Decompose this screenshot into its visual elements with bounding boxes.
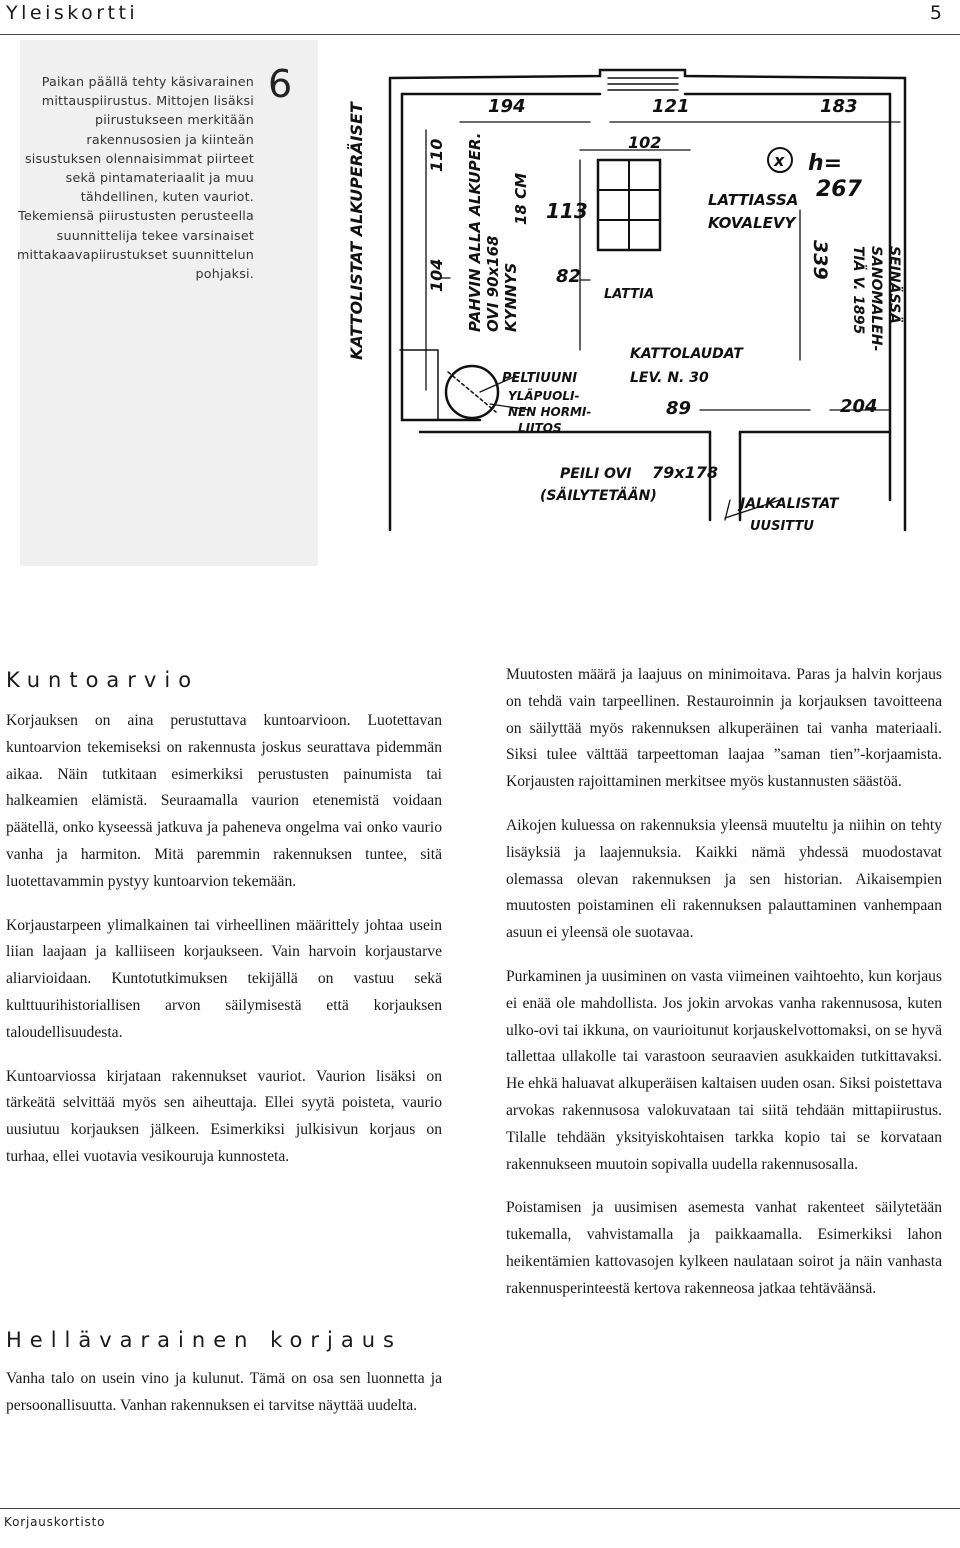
label-kattolaudat-2: LEV. N. 30 [630,370,709,386]
label-seinassa-3: TIÄ V. 1895 [850,246,866,335]
label-lattia: LATTIA [604,287,655,302]
label-102: 102 [628,133,662,152]
page-number: 5 [929,2,942,24]
top-window-lines [608,78,678,90]
header-title: Yleiskortti [6,2,139,24]
label-peili-1: PEILI OVI [560,466,632,482]
paragraph: Aikojen kuluessa on rakennuksia yleensä muuteltu ja niihin on tehty lisäyksiä ja laajennuksia. Kaikki nämä yhdessä muodostavat olemassa olevan rakennuksen ja sen historian. Aikaisempien muutosten poistaminen eli rakennuksen palauttaminen vanhempaan asuun ei yleensä ole suotavaa. [506,816,942,942]
top-wall-outer [390,70,905,78]
label-183: 183 [820,96,858,117]
right-column [506,662,942,1320]
figure-caption: Paikan päällä tehty käsivarainen mittauspiirustus. Mittojen lisäksi piirustukseen merkitään rakennusosien ja kiinteän sisustuksen olennaisimmat piirteet sekä pintamateriaalit ja muu tähdellinen, kuten vauriot. Tekemiensä piirustusten perusteella suunnittelija tekee varsinaiset mittakaavapiirustukset suunnittelun pohjaksi. [17,74,254,282]
label-113: 113 [546,199,588,223]
label-121: 121 [652,96,690,117]
footer-divider [0,1508,960,1509]
paragraph: Korjauksen on aina perustuttava kuntoarvioon. Luotettavan kuntoarvion tekemiseksi on rakennusta joskus seurattava pidemmän aikaa. Näin tutkitaan esimerkiksi perustusten painumista tai halkeamien elämistä. Seuraamalla vaurion etenemistä voidaan päätellä, onko kyseessä jatkuva ja paheneva ongelma vai onko vaurio vanha ja harmiton. Mitä paremmin rakennuksen tuntee, sitä luotettavammin pystyy kuntoarvion tekemään. [6,712,442,890]
measurement-drawing [330,60,930,555]
paragraph: Purkaminen ja uusiminen on vasta viimeinen vaihtoehto, kun korjaus ei enää ole mahdollista. Jos jokin arvokas vanha rakennusosa, kuten ulko-ovi tai ikkuna, on vaurioitunut korjauskelvottomaksi, on se hyvä tallettaa ullakolle tai varastoon seuraavien asukkaiden tutkittavaksi. He ehkä haluavat alkuperäisen kaltaisen uuden osan. Siksi poistettava arvokas rakennusosa valokuvataan tai siitä tehdään mittapiirustus. Tilalle tehdään yksityiskohtaisen tarkka kopio tai se korvataan rakennukseen muutoin sopivalla uudella rakennusosalla. [506,967,942,1173]
paragraph: Poistamisen ja uusimisen asemesta vanhat rakenteet säilytetään tukemalla, vahvistamalla ja paikkaamalla. Esimerkiksi lahon heikentämien kattovasojen kylkeen naulataan soirot ja näin vanhasta rakennusperinteestä kertova rakenneosa jatkaa tehtäväänsä. [506,1199,942,1297]
label-jalka-2: UUSITTU [750,519,814,534]
paragraph: Kuntoarviossa kirjataan rakennukset vauriot. Vaurion lisäksi on tärkeätä selvittää myös sen aiheuttaja. Ellei syytä poisteta, vaurio uusiutuu korjauksen jälkeen. Esimerkiksi julkisivun korjaus on turhaa, ellei vuotavia vesikouruja kunnosteta. [6,1067,442,1165]
label-pahvin-2: OVI 90x168 [484,235,502,332]
circle-x-mark: x [774,151,785,170]
heading-kuntoarvio: Kuntoarvio [6,668,200,692]
label-peltiuuni: PELTIUUNI [502,371,578,386]
label-kattolaudat-1: KATTOLAUDAT [630,346,743,362]
label-ylapuoli-1: YLÄPUOLI- [508,389,580,403]
label-110: 110 [427,138,446,172]
left-column-hellavarainen [6,1366,442,1437]
figure-caption-panel [17,40,318,566]
label-h: h= [808,151,843,176]
label-204: 204 [840,396,878,417]
label-lattiassa-2: KOVALEVY [708,214,796,232]
header-divider [0,34,960,35]
label-seinassa-1: SEINÄSSÄ [886,246,902,324]
paragraph: Muutosten määrä ja laajuus on minimoitava. Paras ja halvin korjaus on tehdä vain tarpeellinen. Restauroinnin ja korjauksen tavoitteena on säilyttää myös rakennuksen alkuperäinen tai vanha materiaali. Siksi tulee välttää tarpeettoman laajaa ”saman tien”-korjaamista. Korjausten rajoittaminen merkitsee myös kustannusten säästöä. [506,666,942,791]
figure-number: 6 [268,62,293,106]
label-jalka-1: JALKALISTAT [740,496,839,512]
label-seinassa-2: SANOMALEH- [868,246,884,352]
label-ylapuoli-3: LIITOS [518,421,562,435]
label-82: 82 [556,266,582,287]
floor-plan-sketch [330,60,930,550]
label-104: 104 [427,258,446,292]
label-89: 89 [666,398,692,419]
paragraph: Vanha talo on usein vino ja kulunut. Tämä on osa sen luonnetta ja persoonallisuutta. Vanhan rakennuksen ei tarvitse näyttää uudelta. [6,1370,442,1414]
paragraph: Korjaustarpeen ylimalkainen tai virheellinen määrittely johtaa usein liian laajaan ja kalliiseen korjaukseen. Vain harvoin korjaustarve aliarvioidaan. Kuntotutkimuksen tekijällä on vastuu sekä kulttuurihistoriallisen arvon säilymisestä että korjauksen taloudellisuudesta. [6,916,442,1041]
left-column-kuntoarvio [6,708,442,1188]
label-pahvin-1: PAHVIN ALLA ALKUPER. [466,132,484,332]
label-peili-dim: 79x178 [652,463,718,482]
label-194: 194 [488,96,526,117]
label-18cm: 18 CM [512,172,530,225]
label-ylapuoli-2: NEN HORMI- [508,405,592,419]
label-peili-2: (SÄILYTETÄÄN) [540,488,657,504]
label-267: 267 [816,177,862,202]
label-339: 339 [809,240,831,280]
label-kattolistat: KATTOLISTAT ALKUPERÄISET [347,102,366,360]
heading-hellavarainen-korjaus: Hellävarainen korjaus [6,1328,402,1352]
label-pahvin-3: KYNNYS [502,262,520,332]
footer-text: Korjauskortisto [4,1515,106,1529]
label-lattiassa-1: LATTIASSA [708,191,799,209]
